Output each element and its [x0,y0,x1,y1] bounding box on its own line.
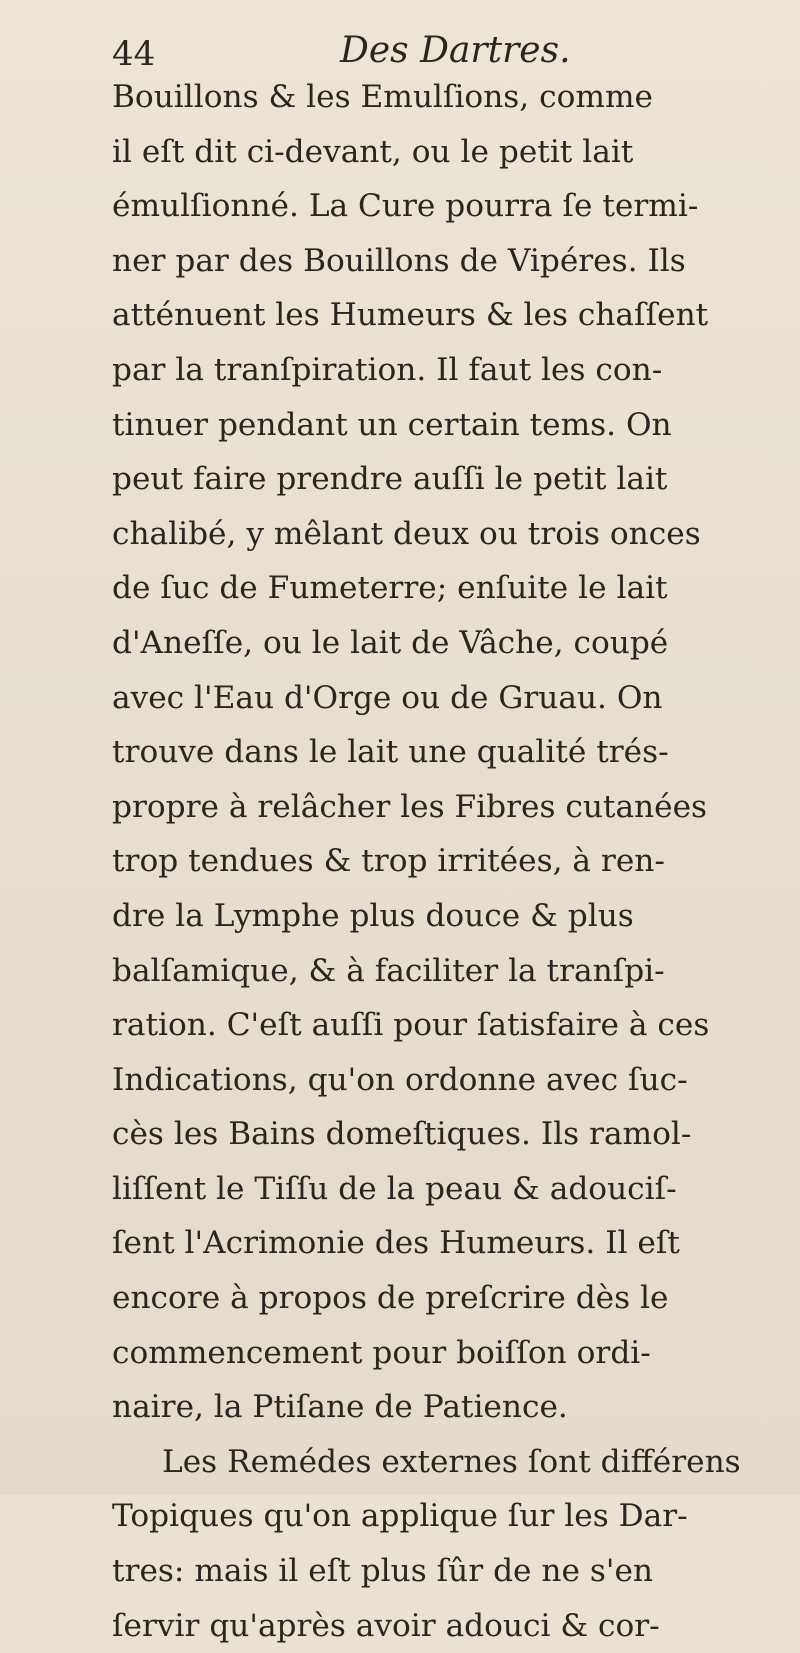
text-line: balſamique, & à faciliter la tranſpi- [112,952,665,989]
text-line: cès les Bains domeſtiques. Ils ramol- [112,1116,692,1153]
text-line: ſervir qu'après avoir adouci & cor- [112,1607,660,1644]
text-line: commencement pour boiſſon ordi- [112,1334,651,1371]
text-line: Bouillons & les Emulſions, comme [112,79,653,115]
text-line: trop tendues & trop irritées, à ren- [112,843,665,880]
page-number: 44 [112,34,156,74]
text-line: émulſionné. La Cure pourra ſe termi- [112,188,699,225]
text-line: tinuer pendant un certain tems. On [112,406,672,443]
text-line: liſſent le Tiſſu de la peau & adouciſ- [112,1170,677,1207]
text-line: peut faire prendre auſſi le petit lait [112,461,668,498]
text-line: d'Aneſſe, ou le lait de Vâche, coupé [112,624,669,661]
text-line: par la tranſpiration. Il faut les con- [112,351,663,388]
paragraph-first-line: Les Remédes externes ſont différens [162,1443,741,1480]
running-title: Des Dartres. [340,30,571,71]
text-line: Topiques qu'on applique ſur les Dar- [112,1498,688,1535]
text-line: il eſt dit ci-devant, ou le petit lait [112,133,634,170]
page-header [112,12,772,78]
text-line: tres: mais il eſt plus ſûr de ne s'en [112,1553,653,1590]
text-line: ſent l'Acrimonie des Humeurs. Il eſt [112,1225,680,1262]
text-line: chalibé, y mêlant deux ou trois onces [112,515,701,552]
text-line: Indications, qu'on ordonne avec ſuc- [112,1061,688,1098]
text-line: trouve dans le lait une qualité trés- [112,734,669,771]
text-line: naire, la Ptiſane de Patience. [112,1389,568,1426]
text-line: ner par des Bouillons de Vipéres. Ils [112,242,686,279]
text-line: dre la Lymphe plus douce & plus [112,897,634,934]
text-line: avec l'Eau d'Orge ou de Gruau. On [112,679,663,716]
text-line: encore à propos de preſcrire dès le [112,1280,669,1317]
text-line: de ſuc de Fumeterre; enſuite le lait [112,570,668,607]
text-line: propre à relâcher les Fibres cutanées [112,788,708,825]
body-text [112,70,784,1653]
text-line: ration. C'eſt auſſi pour ſatisfaire à ces [112,1007,710,1044]
text-line: atténuent les Humeurs & les chaſſent [112,297,709,334]
